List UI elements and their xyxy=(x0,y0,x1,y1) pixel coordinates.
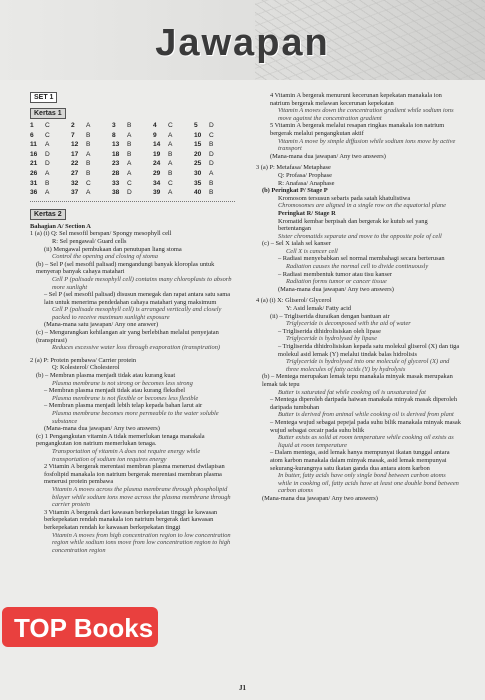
answer-line: Q: Profasa/ Prophase xyxy=(278,171,332,179)
answer-letter: A xyxy=(168,141,173,149)
page-title: Jawapan xyxy=(155,22,330,64)
answer-item xyxy=(30,160,71,168)
answer-number: 26 xyxy=(30,169,38,177)
answer-line: Q: Kolesterol/ Cholesterol xyxy=(52,364,120,372)
translation-line: Radiation causes the normal cell to divide continuously xyxy=(286,263,429,271)
answer-item xyxy=(71,160,112,168)
answer-letter: A xyxy=(168,160,173,168)
answer-item xyxy=(30,132,71,140)
answer-line: (b) – Mentega merupakan lemak tepu manakala minyak masak merupakan lemak tak tepu xyxy=(262,373,453,388)
answer-item xyxy=(194,132,235,140)
answer-number: 40 xyxy=(194,189,202,197)
translation-line: Transportation of vitamin A does not require energy while transportation of sodium ion requires energy xyxy=(52,447,201,463)
translation-line: Radiation forms tumor or cancer tissue xyxy=(286,278,387,286)
answer-letter: A xyxy=(86,189,91,197)
note-line: (Mana-mana dua jawapan/ Any two answers) xyxy=(262,494,378,502)
answer-line: Peringkat R/ Stage R xyxy=(278,209,336,217)
answer-letter: A xyxy=(209,169,214,177)
answer-letter: A xyxy=(127,160,132,168)
answer-number: 39 xyxy=(153,189,161,197)
translation-line: Triglyceride is decomposed with the aid of water xyxy=(286,320,411,328)
answer-number: 4 xyxy=(153,122,157,129)
answer-line: (c) – Mengurangkan kehilangan air yang berlebihan melalui penyejatan (transpirasi) xyxy=(36,329,219,344)
answer-line: 2 (a) P: Protein pembawa/ Carrier protein xyxy=(30,356,137,364)
answer-line: 1 (a) (i) Q: Sel mesofil berspan/ Spongy mesophyll cell xyxy=(30,230,172,238)
answer-number: 37 xyxy=(71,189,79,197)
answer-line: – Radiasi menyebabkan sel normal membahagi secara berterusan xyxy=(278,255,445,263)
answer-number: 6 xyxy=(30,131,34,139)
answer-line: – Mentega wujud sebagai pepejal pada suhu bilik manakala minyak masak wujud sebagai cecair pada suhu bilik xyxy=(270,418,461,434)
note-line: (Mana-mana satu jawapan/ Any one answer) xyxy=(44,321,159,329)
answer-number: 21 xyxy=(30,160,38,168)
answer-item xyxy=(112,151,153,159)
translation-line: Plasma membrane is not flexible or becomes less flexible xyxy=(52,394,199,402)
answer-line: R: Anafasa/ Anaphase xyxy=(278,179,335,187)
answer-item xyxy=(153,180,194,188)
answer-number: 8 xyxy=(112,131,116,139)
answer-letter: B xyxy=(127,150,132,158)
answer-number: 25 xyxy=(194,160,202,168)
answer-item xyxy=(71,141,112,149)
answer-item xyxy=(112,122,153,130)
answer-letter: A xyxy=(45,141,50,149)
answer-number: 9 xyxy=(153,131,157,139)
answer-item xyxy=(30,189,71,197)
answer-letter: B xyxy=(86,141,91,149)
answer-item xyxy=(30,151,71,159)
answer-item xyxy=(112,170,153,178)
answer-letter: B xyxy=(127,141,132,149)
note-line: (Mana-mana dua jawapan/ Any two answers) xyxy=(270,152,386,160)
answer-line: 2 Vitamin A bergerak merentasi membran plasma menerusi dwilapisan fosfolipid manakala ion natrium bergerak merentasi membran plasma menerusi protein pembawa xyxy=(44,463,225,486)
answer-line: 4 (a) (i) X: Gliserol/ Glycerol xyxy=(256,297,332,305)
answer-grid xyxy=(30,122,235,197)
translation-line: Control the opening and closing of stoma xyxy=(52,253,158,261)
answer-line: (c) – Sel X ialah sel kanser xyxy=(262,240,331,248)
answer-number: 27 xyxy=(71,169,79,177)
answer-item xyxy=(112,180,153,188)
translation-line: Butter exists as solid at room temperature while cooking oil exists as liquid at room temperature xyxy=(278,434,454,449)
translation-line: Butter is saturated fat while cooking oil is unsaturated fat xyxy=(278,388,426,396)
answer-item xyxy=(112,141,153,149)
translation-line: Vitamin A moves across the plasma membrane through phospholipid bilayer while sodium ions move across the plasma membrane through carrier protein xyxy=(52,485,231,509)
answer-line: – Radiasi membentuk tumor atau tisu kanser xyxy=(278,270,392,278)
topbooks-logo xyxy=(0,603,160,651)
answer-letter: A xyxy=(45,189,50,197)
answer-letter: B xyxy=(86,131,91,139)
answer-item xyxy=(71,170,112,178)
answer-item xyxy=(112,189,153,197)
answer-number: 1 xyxy=(30,122,34,129)
divider xyxy=(30,201,235,202)
answer-item xyxy=(71,189,112,197)
translation-line: Vitamin A moves from high concentration region to low concentration region while sodium ions move from low concentration region to high concentration region xyxy=(52,531,231,554)
answer-line: 3 Vitamin A bergerak dari kawasan berkepekatan tinggi ke kawasan berkepekatan rendah manakala ion natrium bergerak dari kawasan berkepekatan rendah ke kawasan berkepekatan tinggi xyxy=(44,508,218,531)
answer-item xyxy=(153,132,194,140)
answer-line: (c) 1 Pengangkutan vitamin A tidak memerlukan tenaga manakala pengangkutan ion natrium memerlukan tenaga. xyxy=(36,432,205,448)
answer-number: 13 xyxy=(112,141,120,149)
translation-line: Reduces excessive water loss through evaporation (transpiration) xyxy=(52,344,221,352)
answer-line: (b) – Membran plasma menjadi tidak atau kurang kuat xyxy=(36,372,176,380)
answer-number: 15 xyxy=(194,141,202,149)
page-number: J1 xyxy=(239,684,246,692)
note-line: (Mana-mana dua jawapan/ Any two answers) xyxy=(278,285,394,293)
answer-line: Y: Asid lemak/ Fatty acid xyxy=(286,305,352,313)
translation-line: Triglyceride is hydrolysed by lipase xyxy=(286,335,377,343)
note-line: (Mana-mana dua jawapan/ Any two answers) xyxy=(44,425,160,433)
answer-item xyxy=(153,151,194,159)
translation-line: Sister chromatids separate and move to the opposite pole of cell xyxy=(278,232,442,240)
translation-line: Vitamin A moves down the concentration gradient while sodium ions move against the concentration gradient xyxy=(278,107,454,122)
answer-letter: B xyxy=(86,169,91,177)
answer-item xyxy=(153,122,194,130)
answer-letter: B xyxy=(86,160,91,168)
answer-item xyxy=(194,170,235,178)
answer-letter: D xyxy=(127,189,132,197)
right-column xyxy=(256,92,461,502)
answer-line: 3 (a) P: Metafasa/ Metaphase xyxy=(256,164,331,172)
answer-number: 38 xyxy=(112,189,120,197)
translation-line: Cell X is cancer cell xyxy=(286,247,338,255)
answer-item xyxy=(112,132,153,140)
answer-item xyxy=(194,151,235,159)
answer-letter: A xyxy=(86,150,91,158)
answer-item xyxy=(71,180,112,188)
translation-line: Vitamin A move by simple diffusion while sodium ions move by active transport xyxy=(278,137,456,153)
answer-number: 16 xyxy=(30,150,38,158)
answer-item xyxy=(71,151,112,159)
answer-number: 20 xyxy=(194,150,202,158)
answer-letter: C xyxy=(209,131,214,139)
answer-letter: B xyxy=(209,189,214,197)
translation-line: Plasma membrane is not strong or becomes less strong xyxy=(52,379,193,387)
answer-letter: D xyxy=(209,150,214,158)
answer-item xyxy=(30,141,71,149)
answer-item xyxy=(71,122,112,130)
answer-line: 4 Vitamin A bergerak menuruni kecerunan kepekatan manakala ion natrium bergerak melawan kecerunan kepekatan xyxy=(270,92,442,107)
answer-number: 18 xyxy=(112,150,120,158)
answer-letter: B xyxy=(127,122,132,129)
answer-number: 2 xyxy=(71,122,75,129)
answer-number: 19 xyxy=(153,150,161,158)
answer-letter: A xyxy=(86,122,91,129)
answer-letter: A xyxy=(168,131,173,139)
answer-line: – Trigliserida dihidrolisiskan oleh lipase xyxy=(278,327,381,335)
answer-letter: D xyxy=(45,150,50,158)
answer-line: – Membran plasma menjadi lebih telap kepada bahan larut air xyxy=(44,402,203,410)
section-heading: Bahagian A/ Section A xyxy=(30,222,91,230)
answer-item xyxy=(194,160,235,168)
answer-item xyxy=(71,132,112,140)
answer-item xyxy=(194,180,235,188)
answer-letter: D xyxy=(209,122,214,129)
answer-item xyxy=(30,122,71,130)
answer-letter: A xyxy=(45,169,50,177)
answer-line: 5 Vitamin A bergerak melalui resapan ringkas manakala ion natrium bergerak melalui pengangkutan aktif xyxy=(270,122,445,137)
answer-line: – Membran plasma menjadi tidak atau kurang fleksibel xyxy=(44,387,186,395)
answer-letter: B xyxy=(168,150,173,158)
answer-number: 32 xyxy=(71,179,79,187)
answer-number: 7 xyxy=(71,131,75,139)
translation-line: Cell P (palisade mesophyll cell) is arranged vertically and closely packed to receive maximum sunlight exposure xyxy=(52,306,222,321)
answer-letter: A xyxy=(127,131,132,139)
answer-letter: C xyxy=(168,122,173,129)
answer-line: – Trigliserida dihidrolisiskan kepada satu molekul gliserol (X) dan tiga molekul asid lemak (Y) melalui tindak balas hidrolisis xyxy=(278,343,460,358)
left-column xyxy=(30,92,235,554)
answer-letter: B xyxy=(45,179,50,187)
answer-number: 10 xyxy=(194,131,202,139)
kertas1-label: Kertas 1 xyxy=(30,108,66,119)
header-banner xyxy=(0,0,485,80)
answer-letter: D xyxy=(209,160,214,168)
answer-number: 33 xyxy=(112,179,120,187)
translation-line: Chromosomes are aligned in a single row on the equatorial plane xyxy=(278,202,446,210)
answer-number: 22 xyxy=(71,160,79,168)
answer-line: – Mentega diperoleh daripada haiwan manakala minyak masak diperoleh daripada tumbuhan xyxy=(270,396,458,411)
answer-item xyxy=(194,141,235,149)
answer-line: (b) Peringkat P/ Stage P xyxy=(262,187,328,195)
answer-item xyxy=(153,141,194,149)
answer-line: (b) – Sel P (sel mesofil palisad) mengandungi banyak kloroplas untuk menyerap banyak cahaya matahari xyxy=(36,260,215,276)
kertas2-label: Kertas 2 xyxy=(30,209,66,220)
answer-number: 35 xyxy=(194,179,202,187)
answer-letter: C xyxy=(86,179,91,187)
answer-letter: A xyxy=(127,169,132,177)
answer-letter: C xyxy=(168,179,173,187)
answer-number: 11 xyxy=(30,141,37,149)
translation-line: In butter, fatty acids have only single bond between carbon atoms while in cooking oil, fatty acids have at least one double bond between carbon atoms xyxy=(278,472,459,495)
answer-item xyxy=(194,122,235,130)
answer-line: R: Sel pengawal/ Guard cells xyxy=(52,237,127,245)
answer-line: – Dalam mentega, asid lemak hanya mempunyai ikatan tunggal antara atom karbon manakala dalam minyak masak, asid lemak mempunyai sekurang-kurangnya satu ikatan ganda dua antara atom karbon xyxy=(270,449,450,472)
answer-item xyxy=(194,189,235,197)
answer-number: 5 xyxy=(194,122,198,129)
answer-line: Kromatid kembar berpisah dan bergerak ke kutub sel yang bertentangan xyxy=(278,217,428,233)
answer-number: 34 xyxy=(153,179,161,187)
answer-item xyxy=(30,170,71,178)
answer-letter: B xyxy=(209,141,214,149)
answer-letter: A xyxy=(168,189,173,197)
answer-line: Kromosom tersusun sebaris pada satah khatulistiwa xyxy=(278,194,411,202)
answer-line: (ii) Mengawal pembukaan dan penutupan liang stoma xyxy=(44,245,182,253)
answer-number: 36 xyxy=(30,189,38,197)
answer-number: 24 xyxy=(153,160,161,168)
answer-line: – Sel P (sel mesofil palisad) disusun menegak dan rapat antara satu sama lain untuk menerima pendedahan cahaya matahari yang maksimum xyxy=(44,291,231,306)
translation-line: Triglyceride is hydrolysed into one molecule of glycerol (X) and three molecules of fatty acids (Y) by hydrolysis xyxy=(286,358,450,373)
answer-item xyxy=(30,180,71,188)
answer-letter: B xyxy=(168,169,173,177)
answer-number: 31 xyxy=(30,179,38,187)
answer-number: 23 xyxy=(112,160,120,168)
answer-line: (ii) – Trigliserida diuraikan dengan bantuan air xyxy=(270,312,390,320)
answer-item xyxy=(153,170,194,178)
answer-letter: C xyxy=(45,131,50,139)
answer-number: 17 xyxy=(71,150,79,158)
answer-item xyxy=(153,160,194,168)
answer-letter: C xyxy=(45,122,50,129)
translation-line: Cell P (palisade mesophyll cell) contains many chloroplasts to absorb more sunlight xyxy=(52,275,232,291)
answer-number: 12 xyxy=(71,141,79,149)
answer-number: 14 xyxy=(153,141,161,149)
svg-text:TOP Books: TOP Books xyxy=(14,613,154,643)
answer-letter: C xyxy=(127,179,132,187)
answer-number: 28 xyxy=(112,169,120,177)
answer-letter: B xyxy=(209,179,214,187)
answer-item xyxy=(153,189,194,197)
answer-number: 30 xyxy=(194,169,202,177)
answer-number: 3 xyxy=(112,122,116,129)
translation-line: Plasma membrane becomes more permeable to the water soluble substance xyxy=(52,410,219,425)
answer-letter: D xyxy=(45,160,50,168)
set-badge: SET 1 xyxy=(30,92,57,103)
answer-item xyxy=(112,160,153,168)
translation-line: Butter is derived from animal while cooking oil is derived from plant xyxy=(278,411,454,419)
answer-number: 29 xyxy=(153,169,161,177)
